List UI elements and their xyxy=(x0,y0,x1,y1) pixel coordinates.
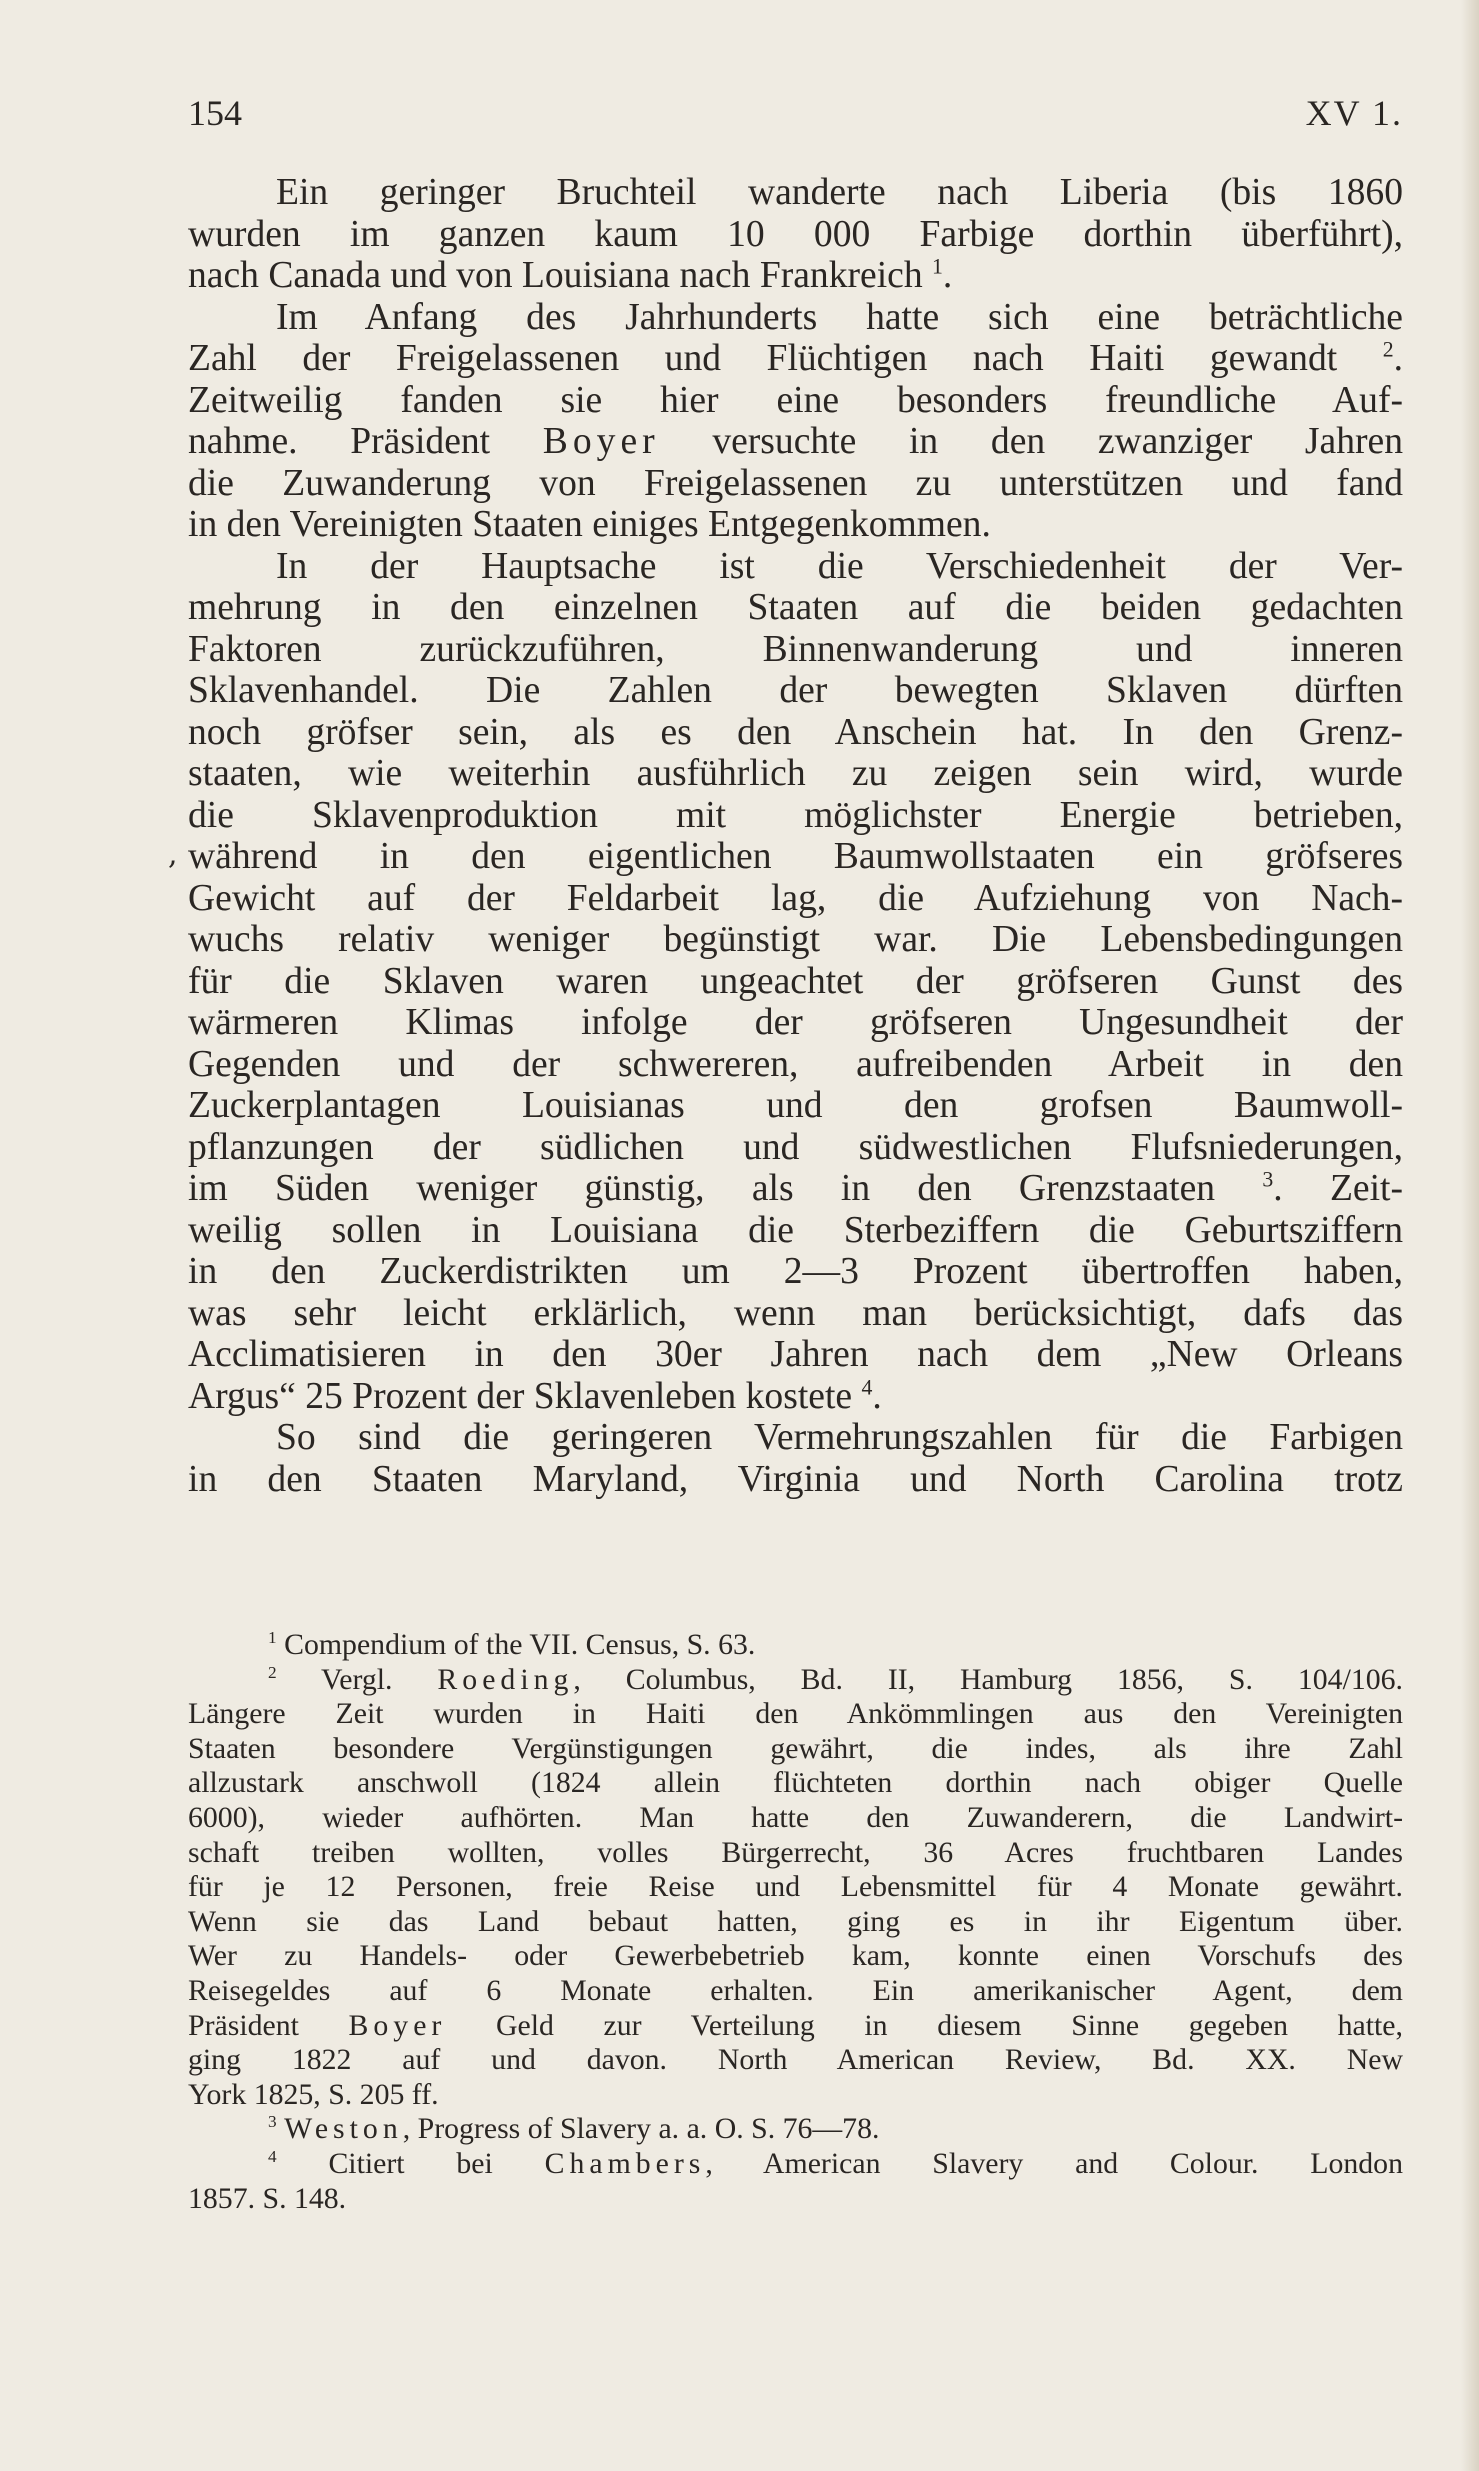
text-line: in den Zuckerdistrikten um 2—3 Prozent übertroffen haben, xyxy=(188,1251,1403,1292)
page-edge-shadow xyxy=(1461,0,1479,2471)
text-line: Zeitweilig fanden sie hier eine besonders freundliche Auf- xyxy=(188,379,1403,421)
footnote-line: 6000), wieder aufhörten. Man hatte den Zuwanderern, die Landwirt- xyxy=(188,1800,1403,1834)
footnote-line: Wer zu Handels- oder Gewerbebetrieb kam, konnte einen Vorschufs des xyxy=(188,1939,1403,1973)
footnote-line: ging 1822 auf und davon. North American Review, Bd. XX. New xyxy=(188,2043,1403,2077)
person-name: Boyer xyxy=(542,421,660,462)
footnotes xyxy=(188,1628,1403,2216)
text-line: pflanzungen der südlichen und südwestlichen Flufsniederungen, xyxy=(188,1126,1403,1168)
text-line: Zahl der Freigelassenen und Flüchtigen nach Haiti gewandt $^2$. xyxy=(188,337,1403,379)
footnote-ref: 2 xyxy=(1382,337,1394,362)
text-line: in den Vereinigten Staaten einiges Entgegenkommen. xyxy=(188,504,991,545)
footnote-line: $^4$ Citiert bei Chambers, American Slavery and Colour. London xyxy=(268,2146,1403,2180)
footnote-mark: 3 xyxy=(268,2112,277,2132)
text-line: im Süden weniger günstig, als in den Grenzstaaten $^3$. Zeit- xyxy=(188,1167,1403,1209)
footnote-line: Staaten besondere Vergünstigungen gewährt, die indes, als ihre Zahl xyxy=(188,1731,1403,1765)
text-line: staaten, wie weiterhin ausführlich zu zeigen sein wird, wurde xyxy=(188,753,1403,794)
person-name: Chambers xyxy=(544,2146,706,2180)
page-number: 154 xyxy=(188,93,242,133)
footnote-line: $^1$ Compendium of the VII. Census, S. 63. xyxy=(268,1628,756,1661)
footnote-ref: 3 xyxy=(1262,1167,1274,1192)
footnote-line: $^3$ Weston, Progress of Slavery a. a. O. S. 76—78. xyxy=(268,2112,880,2146)
footnote-line: York 1825, S. 205 ff. xyxy=(188,2077,439,2111)
footnote-line: allzustark anschwoll (1824 allein flüchteten dorthin nach obiger Quelle xyxy=(188,1766,1403,1800)
text-line: wurden im ganzen kaum 10 000 Farbige dorthin überführt), xyxy=(188,213,1403,255)
running-header xyxy=(188,88,1403,138)
footnote-ref: 4 xyxy=(861,1374,873,1399)
footnote-line: für je 12 Personen, freie Reise und Lebensmittel für 4 Monate gewährt. xyxy=(188,1870,1403,1904)
footnote-line: Wenn sie das Land bebaut hatten, ging es in ihr Eigentum über. xyxy=(188,1904,1403,1938)
text-line: noch gröfser sein, als es den Anschein hat. In den Grenz- xyxy=(188,711,1403,753)
footnote-line: Präsident Boyer Geld zur Verteilung in diesem Sinne gegeben hatte, xyxy=(188,2008,1403,2042)
text-line: In der Hauptsache ist die Verschiedenheit der Ver- xyxy=(276,545,1403,587)
footnote-line: Reisegeldes auf 6 Monate erhalten. Ein amerikanischer Agent, dem xyxy=(188,1973,1403,2007)
footnote-line: 1857. S. 148. xyxy=(188,2181,347,2215)
text-line: Zuckerplantagen Louisianas und den grofsen Baumwoll- xyxy=(188,1085,1403,1126)
text-line: Gegenden und der schwereren, aufreibenden Arbeit in den xyxy=(188,1043,1403,1085)
text-line: Acclimatisieren in den 30er Jahren nach dem „New Orleans xyxy=(188,1334,1403,1375)
text-line: nach Canada und von Louisiana nach Frankreich $^1$. xyxy=(188,254,953,296)
text-line: Gewicht auf der Feldarbeit lag, die Aufziehung von Nach- xyxy=(188,877,1403,919)
main-text xyxy=(188,172,1403,1500)
text-line: wärmeren Klimas infolge der gröfseren Ungesundheit der xyxy=(188,1002,1403,1043)
text-line: Argus“ 25 Prozent der Sklavenleben kostete $^4$. xyxy=(188,1374,882,1417)
text-line: nahme. Präsident Boyer versuchte in den zwanziger Jahren xyxy=(188,421,1403,462)
margin-mark: , xyxy=(168,837,178,872)
text-line: weilig sollen in Louisiana die Sterbeziffern die Geburtsziffern xyxy=(188,1209,1403,1251)
text-line: die Zuwanderung von Freigelassenen zu unterstützen und fand xyxy=(188,462,1403,504)
text-line: Sklavenhandel. Die Zahlen der bewegten Sklaven dürften xyxy=(188,670,1403,711)
text-line: Ein geringer Bruchteil wanderte nach Liberia (bis 1860 xyxy=(276,172,1403,213)
text-line: mehrung in den einzelnen Staaten auf die beiden gedachten xyxy=(188,587,1403,628)
person-name: Weston xyxy=(284,2112,403,2146)
person-name: Roeding xyxy=(437,1662,574,1696)
text-line: So sind die geringeren Vermehrungszahlen für die Farbigen xyxy=(276,1417,1403,1458)
text-line: Faktoren zurückzuführen, Binnenwanderung und inneren xyxy=(188,628,1403,670)
footnote-line: $^2$ Vergl. Roeding, Columbus, Bd. II, Hamburg 1856, S. 104/106. xyxy=(268,1662,1403,1696)
footnote-mark: 1 xyxy=(268,1628,277,1648)
text-line: in den Staaten Maryland, Virginia und North Carolina trotz xyxy=(188,1458,1403,1500)
chapter-marker: XV 1. xyxy=(1305,93,1403,133)
text-line: die Sklavenproduktion mit möglichster Energie betrieben, xyxy=(188,794,1403,836)
footnote-line: schaft treiben wollten, volles Bürgerrecht, 36 Acres fruchtbaren Landes xyxy=(188,1835,1403,1869)
footnote-mark: 2 xyxy=(268,1662,277,1682)
person-name: Boyer xyxy=(348,2008,447,2042)
text-line: was sehr leicht erklärlich, wenn man berücksichtigt, dafs das xyxy=(188,1292,1403,1334)
footnote-ref: 1 xyxy=(932,254,943,279)
text-line: wuchs relativ weniger begünstigt war. Die Lebensbedingungen xyxy=(188,919,1403,960)
footnote-line: Längere Zeit wurden in Haiti den Ankömmlingen aus den Vereinigten xyxy=(188,1697,1403,1731)
text-line: während in den eigentlichen Baumwollstaaten ein gröfseres xyxy=(188,836,1403,877)
text-line: für die Sklaven waren ungeachtet der gröfseren Gunst des xyxy=(188,960,1403,1002)
text-line: Im Anfang des Jahrhunderts hatte sich eine beträchtliche xyxy=(276,296,1403,338)
footnote-mark: 4 xyxy=(268,2146,277,2166)
